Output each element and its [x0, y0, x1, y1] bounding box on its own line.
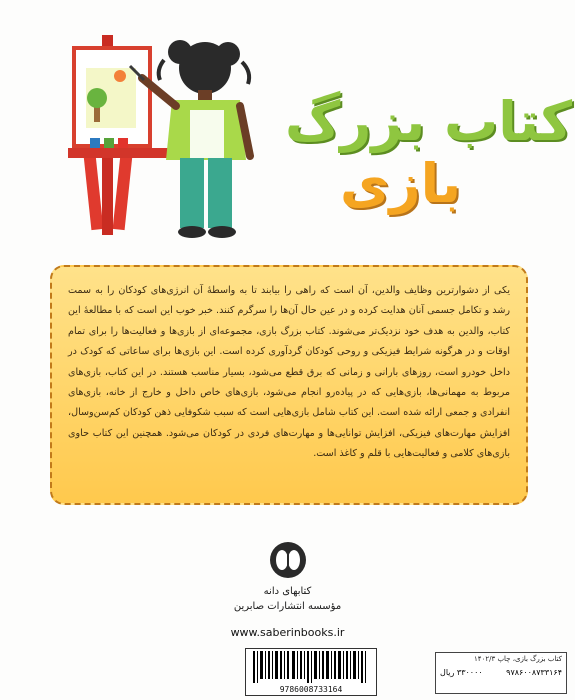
barcode-number: 9786008733164: [279, 685, 343, 694]
title-text-2: بازی: [340, 152, 462, 215]
book-info-box: [435, 652, 567, 694]
publisher-name: کتابهای دانه: [263, 586, 312, 597]
book-info-line: کتاب بزرگ بازی، چاپ ۱۴۰۲/۳: [474, 655, 562, 663]
price-label: ۳۳۰۰۰۰ ریال: [440, 668, 483, 677]
book-title: [285, 90, 573, 220]
isbn-label: ۹۷۸۶۰۰۸۷۳۳۱۶۴: [506, 668, 562, 677]
title-text-1: کتاب بزرگ: [285, 90, 573, 153]
girl-painting-illustration: [60, 10, 260, 245]
publisher-org: مؤسسه انتشارات صابرین: [233, 601, 342, 612]
publisher-website[interactable]: www.saberinbooks.ir: [230, 626, 345, 639]
title-line-2: [340, 152, 461, 215]
barcode-bars: [247, 651, 375, 685]
price-row: [436, 665, 566, 680]
title-line-1: [285, 90, 572, 153]
description-panel: [50, 265, 528, 505]
barcode: [245, 648, 377, 696]
publisher-block: [230, 540, 345, 612]
seed-logo-icon: [268, 540, 308, 580]
description-text: یکی از دشوارترین وظایف والدین، آن است که راهی را بیابند تا به واسطهٔ آن انرژی‌های کودکان را به سمت رشد و تکامل جسمی آنان هدایت کرده و در عین حال آن‌ها را سرگرم کنند. خبر خوب این است که با مطالعهٔ این کتاب، والدین به هدف خود نزدیک‌تر می‌شوند. کتاب بزرگ بازی، مجموعه‌ای از بازی‌ها و فعالیت‌ها را برای تمام اوقات و در هرگونه شرایط فیزیکی و روحی کودکان گردآوری کرده است. این بازی‌ها برای ساعاتی که کودک در داخل خودرو است، روزهای بارانی و زمانی که برق قطع می‌شود، بسیار مناسب هستند. در این کتاب، بازی‌های مربوط به مهمانی‌ها، بازی‌هایی که در پیاده‌رو انجام می‌شود، بازی‌های خاص داخل و خارج از خانه، بازی‌های انفرادی و جمعی ارائه شده است. این کتاب شامل بازی‌هایی است که سبب شکوفایی ذهن کودکان کم‌سن‌وسال، افزایش مهارت‌های فیزیکی، افزایش توانایی‌ها و مهارت‌های فردی در کودکان می‌شود. همچنین این کتاب حاوی بازی‌های کلامی و فعالیت‌هایی با قلم و کاغذ است.: [68, 285, 510, 460]
